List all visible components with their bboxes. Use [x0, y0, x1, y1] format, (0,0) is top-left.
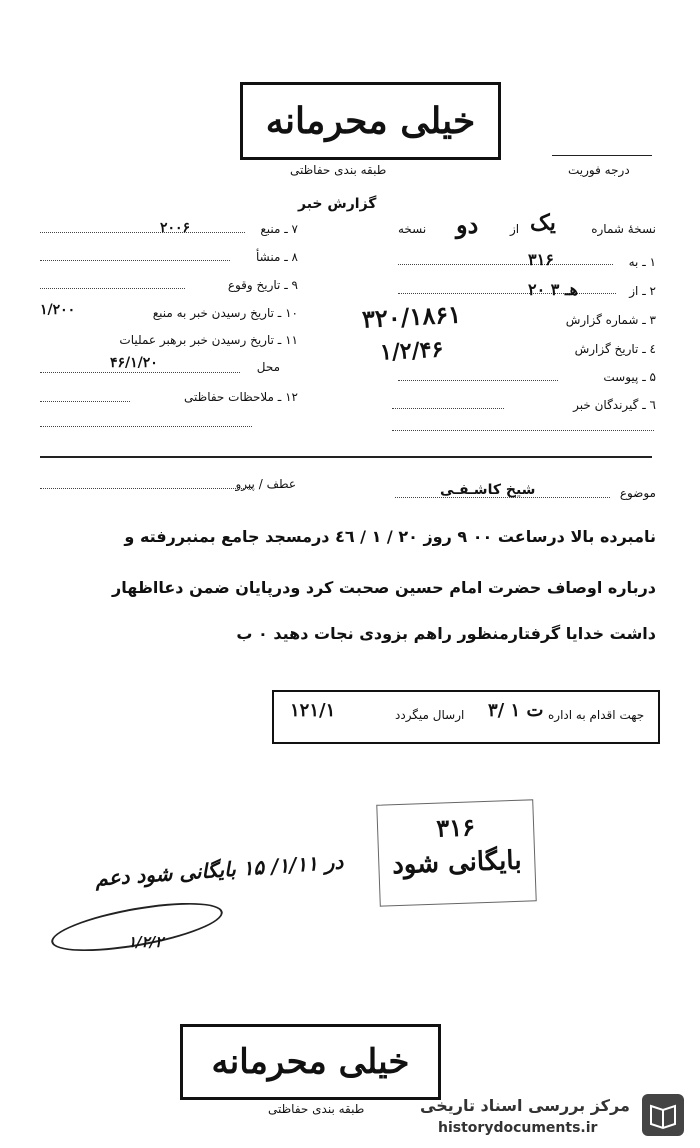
field-8-dots: [40, 260, 230, 261]
field-6-dots: [392, 408, 504, 409]
subject-value: شیخ کاشـفـی: [440, 482, 536, 498]
field-12-label: ۱۲ ـ ملاحظات حفاظتی: [184, 390, 298, 404]
field-5-label: ۵ ـ پیوست: [603, 370, 656, 384]
ref-dots: [40, 488, 252, 489]
watermark-logo: [642, 1094, 684, 1136]
stamp-bottom-text: خیلی محرمانه: [211, 1042, 410, 1082]
field-7-dots: [40, 232, 245, 233]
classification-label-top: طبقه بندی حفاظتی: [290, 163, 387, 177]
field-7-value: ۲۰۰۶: [160, 220, 191, 236]
copy-from: از: [510, 222, 520, 236]
body-line-2: درباره اوصاف حضرت امام حسین صحبت کرد ودرپایان ضمن دعااظهار: [112, 578, 656, 597]
field-10-value: ۱/۲۰۰: [40, 302, 76, 318]
signature-date: ۱/۲/۲: [128, 933, 164, 951]
subject-dots: [395, 497, 610, 498]
watermark-text: مرکز بررسی اسناد تاریخی: [420, 1096, 630, 1115]
field-2-value: ۲۰ هـ ۳: [528, 280, 579, 299]
field-2-label: ۲ ـ از: [629, 284, 656, 298]
watermark-url: historydocuments.ir: [438, 1120, 598, 1136]
priority-label: درجه فوریت: [568, 163, 630, 177]
book-icon: [642, 1094, 684, 1136]
routing-handwritten-no: ۱۲۱/۱: [290, 700, 336, 721]
field-1-label: ۱ ـ به: [628, 255, 656, 269]
archive-number: ۳۱۶: [435, 812, 476, 843]
field-12-dots-2: [40, 426, 252, 427]
field-6-label: ٦ ـ گیرندگان خبر: [573, 398, 656, 412]
top-classification-stamp: [240, 82, 501, 160]
field-1-dots: [398, 264, 613, 265]
field-1-value: ۳۱۶: [528, 250, 554, 269]
field-10-label: ۱۰ ـ تاریخ رسیدن خبر به منبع: [152, 306, 298, 320]
priority-underline: [552, 155, 652, 156]
field-8-label: ۸ ـ منشأ: [255, 250, 298, 264]
copy-number-field: [591, 222, 656, 236]
archive-text: بایگانی شود: [391, 845, 523, 881]
field-6-dots-2: [392, 430, 654, 431]
body-line-3: داشت خدایا گرفتارمنظور راهم بزودی نجات دهید ۰ ب: [236, 624, 656, 643]
field-4-label: ٤ ـ تاریخ گزارش: [574, 342, 656, 356]
field-7-label: ۷ ـ منبع: [260, 222, 298, 236]
body-line-1: نامبرده بالا درساعت ۰۰ ۹ روز ۲۰ / ۱ / ٤٦ درمسجد جامع بمنبررفته و: [124, 527, 656, 546]
field-9-label: ۹ ـ تاریخ وقوع: [227, 278, 298, 292]
routing-text: جهت اقدام به اداره: [548, 708, 645, 722]
place-value: ۴۶/۱/۲۰: [110, 355, 158, 371]
bottom-classification-stamp: [180, 1024, 441, 1100]
field-12-dots: [40, 401, 130, 402]
field-3-value: ۳۲۰/۱۸۶۱: [361, 299, 462, 334]
copy-label: نسخهٔ شماره: [591, 222, 656, 236]
ref-label: عطف / پیرو: [235, 477, 296, 491]
archive-stamp: [376, 799, 536, 906]
stamp-top-text: خیلی محرمانه: [265, 100, 476, 142]
handwritten-archive-note: در ۱/۱۱/ ۱۵ بایگانی شود دعم: [94, 849, 345, 891]
field-11-label: ۱۱ ـ تاریخ رسیدن خبر برهبر عملیات: [119, 333, 298, 347]
copy-handwritten-2: دو: [456, 210, 479, 239]
copy-suffix: نسخه: [398, 222, 427, 236]
field-9-dots: [40, 288, 185, 289]
place-dots: [40, 372, 240, 373]
section-divider: [40, 456, 652, 458]
place-label: محل: [256, 360, 280, 374]
copy-handwritten: یک: [530, 210, 556, 236]
report-title: گزارش خبر: [298, 196, 377, 212]
routing-handwritten-dept: ۳/ ۱ ت: [488, 700, 544, 721]
field-3-label: ۳ ـ شماره گزارش: [565, 313, 656, 327]
field-5-dots: [398, 380, 558, 381]
subject-label: موضوع: [619, 486, 656, 500]
classification-label-bottom: طبقه بندی حفاظتی: [268, 1102, 365, 1116]
field-4-value: ۱/۲/۴۶: [379, 336, 444, 366]
field-2-dots: [398, 293, 616, 294]
routing-send-text: ارسال میگردد: [395, 708, 465, 722]
